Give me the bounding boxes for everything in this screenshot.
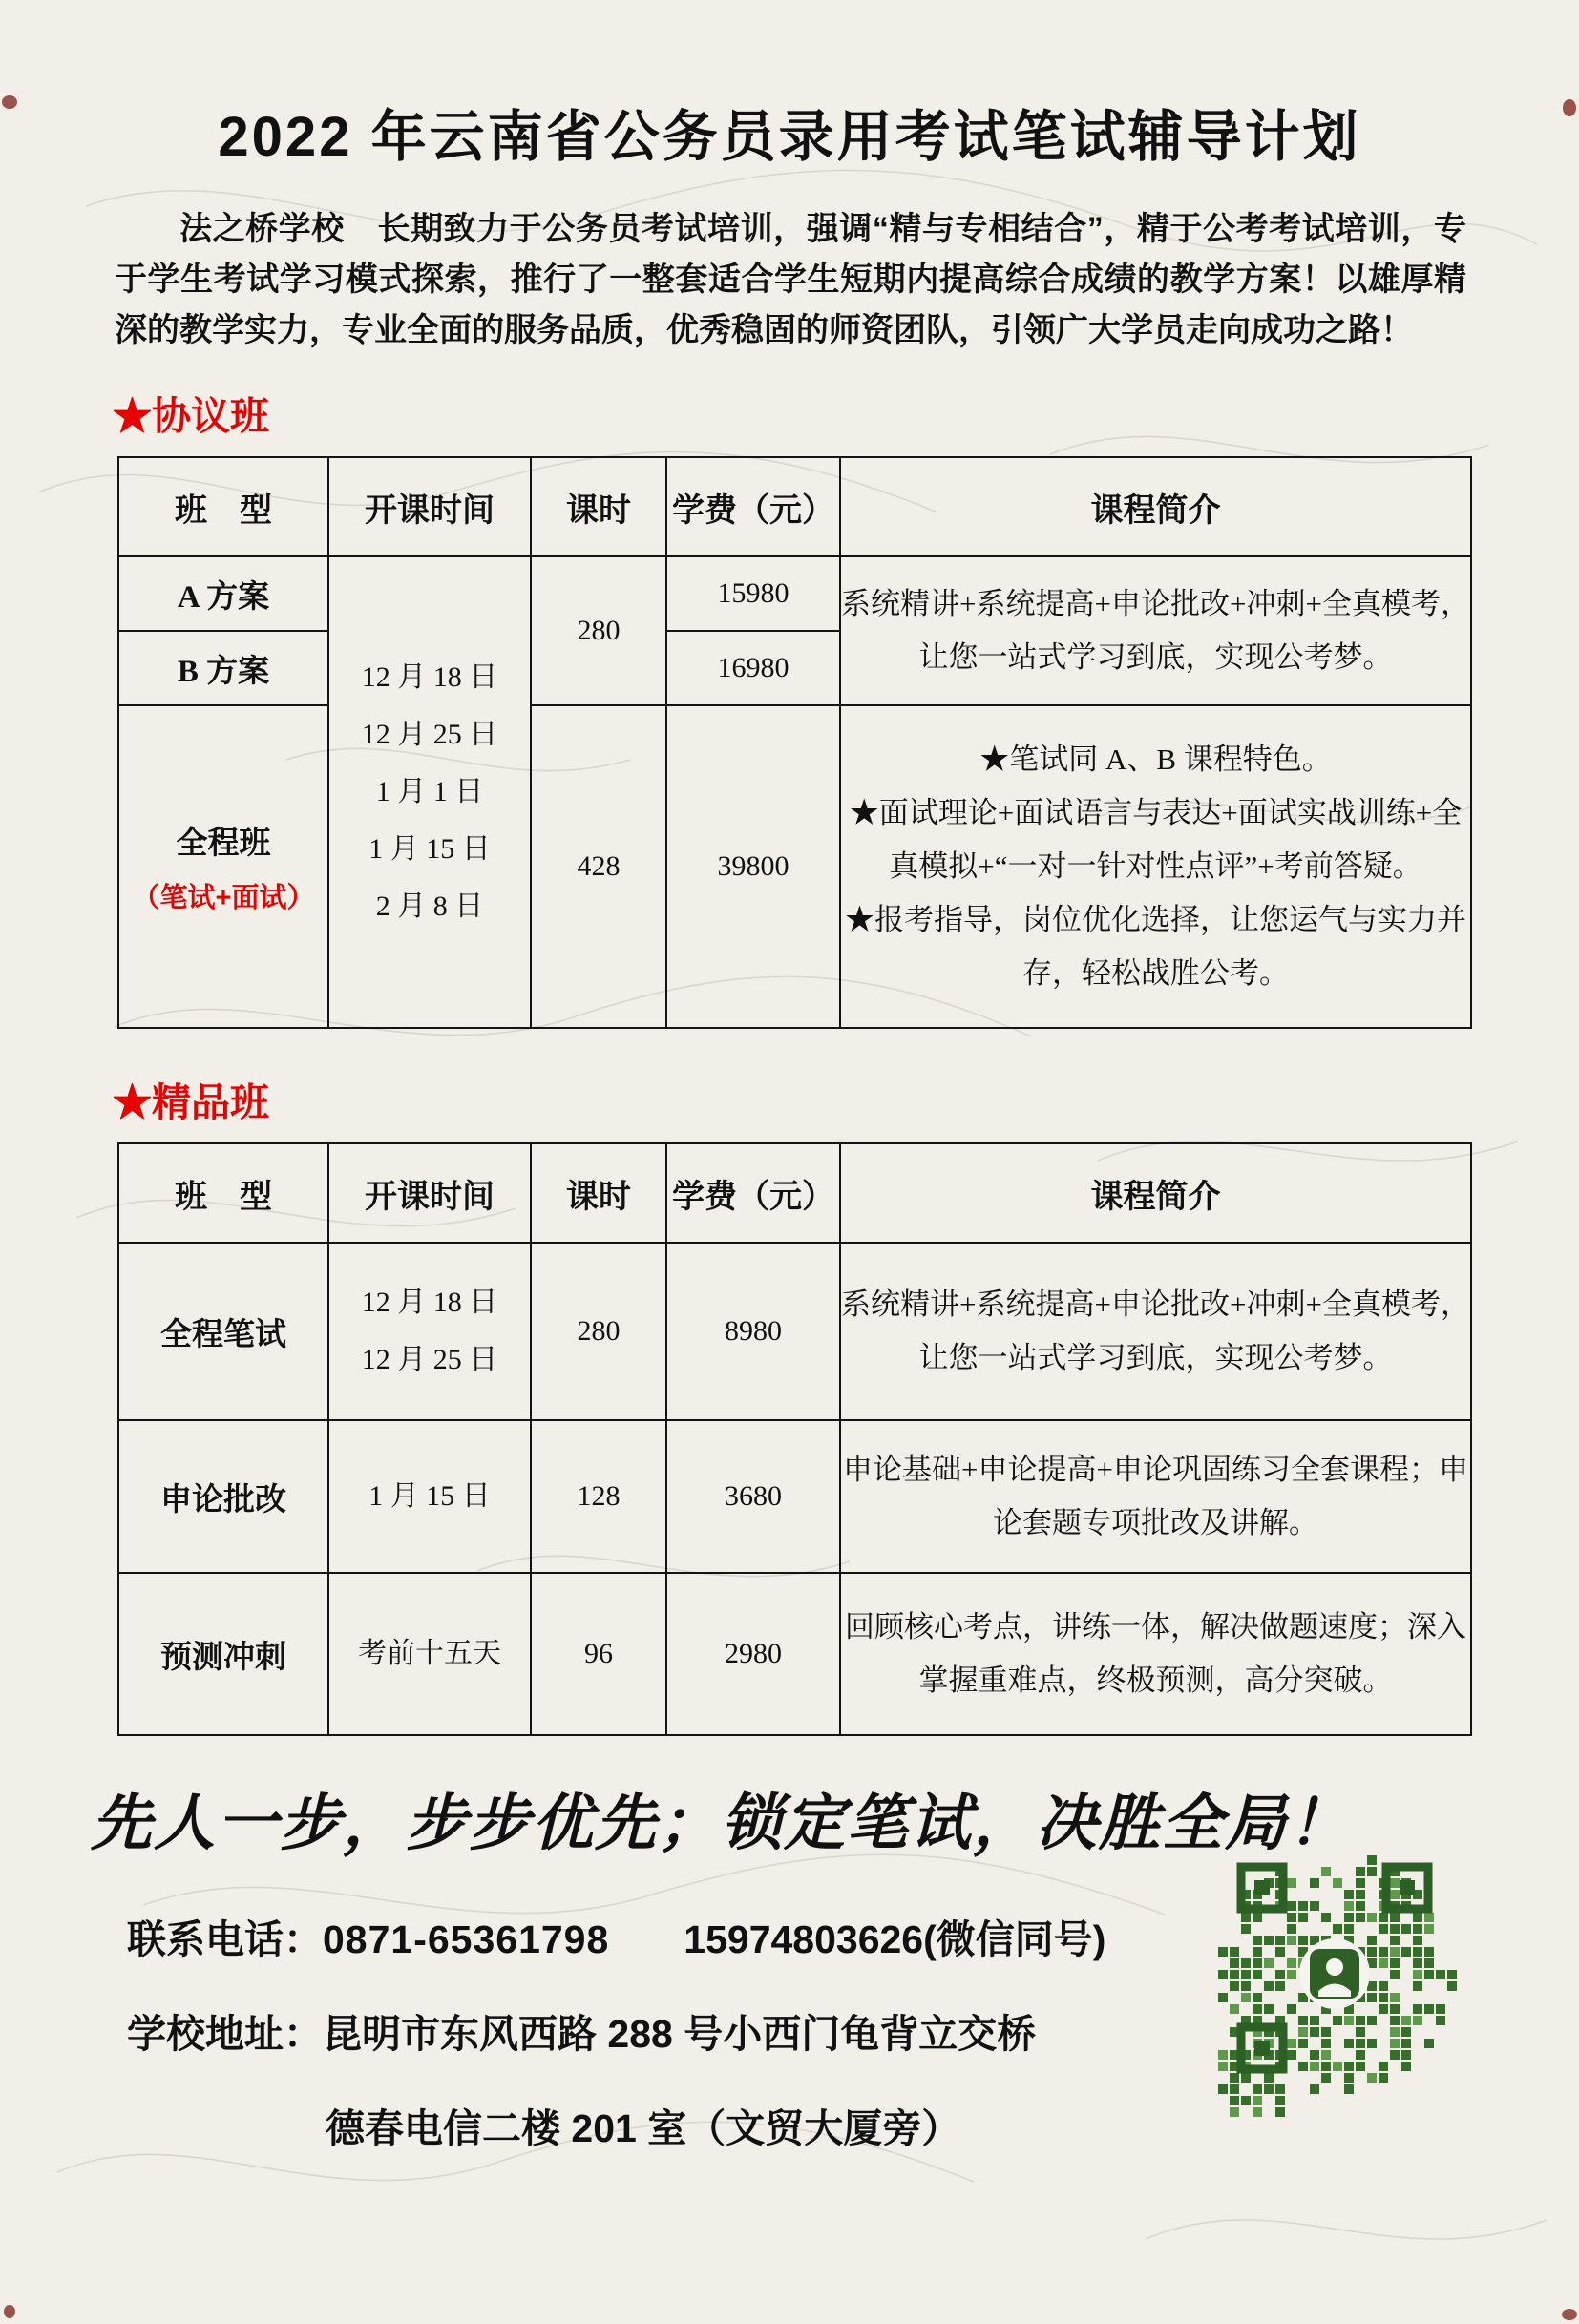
table-header-row <box>118 457 1471 556</box>
start-date: 2 月 8 日 <box>375 890 484 922</box>
table-row-essay-correction <box>118 1420 1471 1573</box>
scan-corner-mark <box>4 2305 15 2318</box>
start-date: 1 月 15 日 <box>368 833 491 865</box>
col-header-hours: 课时 <box>531 457 666 556</box>
start-date: 1 月 1 日 <box>375 776 484 807</box>
cell-fee-plan-a: 15980 <box>666 556 840 631</box>
description-line: ★面试理论+面试语言与表达+面试实战训练+全真模拟+“一对一针对性点评”+考前答疑。 <box>849 796 1463 883</box>
cell-type: 预测冲刺 <box>118 1573 328 1735</box>
cell-fee: 3680 <box>666 1420 840 1573</box>
cell-hours: 128 <box>531 1420 666 1573</box>
cell-fee: 8980 <box>666 1243 840 1420</box>
phone-number-landline: 0871-65361798 <box>323 1917 610 1961</box>
col-header-description: 课程简介 <box>840 1143 1471 1243</box>
start-date: 12 月 18 日 <box>361 1287 498 1318</box>
table-row-plan-a <box>118 556 1471 631</box>
col-header-hours: 课时 <box>531 1143 666 1243</box>
qr-code-graphic <box>1203 1840 1466 2126</box>
col-header-fee: 学费（元） <box>666 457 840 556</box>
section-heading-agreement-class: ★协议班 <box>113 394 269 438</box>
col-header-description: 课程简介 <box>840 457 1471 556</box>
agreement-class-table <box>117 456 1472 1029</box>
section-heading-premium-class: ★精品班 <box>113 1080 269 1124</box>
cell-hours: 280 <box>531 1243 666 1420</box>
cell-type: 全程笔试 <box>118 1243 328 1420</box>
calligraphy-slogan: 先人一步，步步优先；锁定笔试，决胜全局！ <box>91 1788 1351 1859</box>
table-row-full-course <box>118 705 1471 1028</box>
col-header-class-type: 班 型 <box>118 1143 328 1243</box>
cell-hours-full-course: 428 <box>531 705 666 1028</box>
scan-corner-mark <box>1562 2309 1577 2320</box>
cell-start-dates <box>328 1243 531 1420</box>
phone-label: 联系电话： <box>127 1917 323 1961</box>
start-date: 12 月 25 日 <box>361 719 498 750</box>
full-course-subtitle: （笔试+面试） <box>132 883 315 913</box>
intro-paragraph: 法之桥学校 长期致力于公务员考试培训，强调“精与专相结合”，精于公考考试培训，专于学生考试学习模式探索，推行了一整套适合学生短期内提高综合成绩的教学方案！以雄厚精深的教学实力，专业全面的服务品质，优秀稳固的师资团队，引领广大学员走向成功之路！ <box>115 211 1466 348</box>
cell-description-ab: 系统精讲+系统提高+申论批改+冲刺+全真模考，让您一站式学习到底，实现公考梦。 <box>840 556 1471 705</box>
start-date: 12 月 25 日 <box>361 1344 498 1375</box>
cell-type-plan-a: A 方案 <box>118 556 328 631</box>
cell-start-dates <box>328 556 531 1028</box>
cell-start-dates: 1 月 15 日 <box>328 1420 531 1573</box>
phone-number-mobile: 15974803626(微信同号) <box>684 1917 1106 1961</box>
address-text: 昆明市东风西路 288 号小西门龟背立交桥 <box>323 2012 1037 2056</box>
cell-hours: 96 <box>531 1573 666 1735</box>
table-header-row <box>118 1143 1471 1243</box>
full-course-name: 全程班 <box>176 827 271 861</box>
address-label: 学校地址： <box>127 2012 323 2056</box>
premium-class-table <box>117 1142 1472 1736</box>
cell-type-full-course <box>118 705 328 1028</box>
col-header-start-date: 开课时间 <box>328 1143 531 1243</box>
flyer-page <box>0 92 1579 2324</box>
description-line: ★报考指导，岗位优化选择，让您运气与实力并存，轻松战胜公考。 <box>845 903 1466 990</box>
cell-type: 申论批改 <box>118 1420 328 1573</box>
cell-type-plan-b: B 方案 <box>118 631 328 705</box>
cell-description: 回顾核心考点，讲练一体，解决做题速度；深入掌握重难点，终极预测，高分突破。 <box>840 1573 1471 1735</box>
cell-fee: 2980 <box>666 1573 840 1735</box>
col-header-start-date: 开课时间 <box>328 457 531 556</box>
col-header-class-type: 班 型 <box>118 457 328 556</box>
page-title: 2022 年云南省公务员录用考试笔试辅导计划 <box>218 106 1361 168</box>
cell-start-dates: 考前十五天 <box>328 1573 531 1735</box>
cell-description-full-course <box>840 705 1471 1028</box>
cell-description: 申论基础+申论提高+申论巩固练习全套课程；申论套题专项批改及讲解。 <box>840 1420 1471 1573</box>
cell-fee-full-course: 39800 <box>666 705 840 1028</box>
qr-center-logo <box>1299 1938 1370 2009</box>
col-header-fee: 学费（元） <box>666 1143 840 1243</box>
table-row-prediction-sprint <box>118 1573 1471 1735</box>
cell-fee-plan-b: 16980 <box>666 631 840 705</box>
cell-description: 系统精讲+系统提高+申论批改+冲刺+全真模考，让您一站式学习到底，实现公考梦。 <box>840 1243 1471 1420</box>
address-line-2: 德春电信二楼 201 室（文贸大厦旁） <box>326 2106 961 2150</box>
wechat-qr-code <box>1203 1840 1466 2126</box>
table-row-full-written <box>118 1243 1471 1420</box>
cell-hours-ab: 280 <box>531 556 666 705</box>
start-date: 12 月 18 日 <box>361 661 498 693</box>
description-line: ★笔试同 A、B 课程特色。 <box>979 743 1332 776</box>
